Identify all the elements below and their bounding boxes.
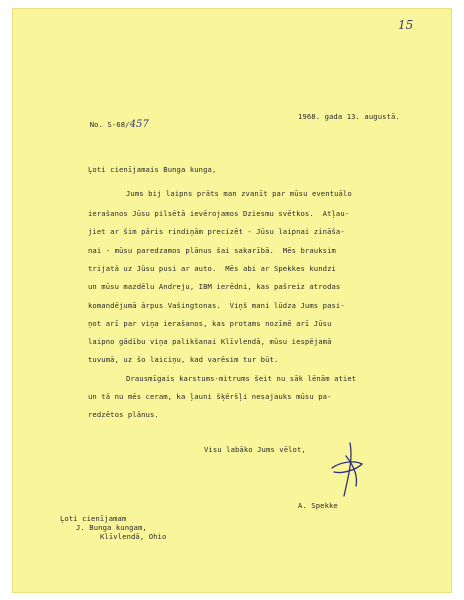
body-line: Jums bij laipns prāts man zvanīt par mūsu eventuālo — [126, 189, 352, 198]
body-line: trijatā uz Jūsu pusi ar auto. Mēs abi ar Spekkes kundzi — [88, 264, 336, 273]
body-line: jiet ar šim pāris rindiņām precizēt - Jūsu laipnai zināša- — [88, 227, 345, 236]
reference-handwritten: 457 — [129, 119, 149, 130]
body-line: tuvumā, uz šo laiciņu, kad varēsim tur būt. — [88, 355, 279, 364]
reference-number — [72, 113, 149, 137]
body-line: Drausmīgais karstums-mitrums šeit nu sāk lēnām atiet — [126, 374, 357, 383]
page-number-handwritten: 15 — [398, 18, 414, 32]
recipient-line: Klīvlendā, Ohio — [100, 532, 167, 541]
recipient-line: J. Bunga kungam, — [76, 523, 147, 532]
body-line: komandējumā ārpus Vašingtonas. Viņš mani lūdza Jums pasi- — [88, 301, 345, 310]
letter-date: 1968. gada 13. augustā. — [298, 112, 400, 121]
body-line: ierašanos Jūsu pilsētā ievērojamos Dziesmu svētkos. Atļau- — [88, 209, 350, 218]
salutation: Ļoti cienījamais Bunga kunga, — [88, 165, 217, 174]
handwritten-signature — [320, 440, 370, 500]
body-line: ņot arī par viņa ierašanos, kas protams nozīmē arī Jūsu — [88, 319, 332, 328]
body-line: un tā nu mēs ceram, ka ļauni šķēršļi nesajauks mūsu pa- — [88, 392, 332, 401]
signature-name: A. Spekke — [298, 501, 338, 510]
body-line: redzētos plānus. — [88, 410, 159, 419]
reference-prefix: No. S-68/ — [89, 120, 130, 129]
closing-phrase: Visu labāko Jums vēlot, — [204, 445, 306, 454]
body-line: un mūsu mazdēlu Andreju, IBM ierēdni, kas pašreiz atrodas — [88, 282, 341, 291]
body-line: nai - mūsu paredzamos plānus šai sakarībā. Mēs brauksim — [88, 246, 336, 255]
body-line: laipno gādību viņa palikšanai Klīvlendā, mūsu iespējamā — [88, 337, 332, 346]
recipient-line: Ļoti cienījamam — [60, 514, 127, 523]
